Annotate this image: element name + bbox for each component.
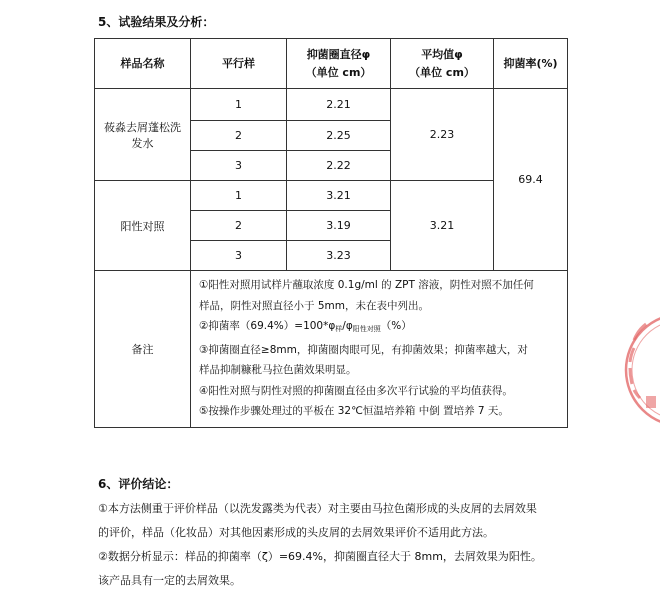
conclusion-line-2: 的评价，样品（化妆品）对其他因素形成的头皮屑的去屑效果评价不适用此方法。 — [98, 526, 494, 539]
sample-name-line2: 发水 — [131, 136, 154, 150]
note-1a: ①阳性对照用试样片蘸取浓度 0.1g/ml 的 ZPT 溶液，阴性对照不加任何 — [199, 279, 534, 291]
sample-name-cell — [95, 89, 191, 181]
section6-title: 6、评价结论： — [98, 477, 179, 491]
header-average-line1: 平均值φ — [421, 47, 463, 61]
conclusion-line-1: ①本方法侧重于评价样品（以洗发露类为代表）对主要由马拉色菌形成的头皮屑的去屑效果 — [98, 502, 537, 515]
notes-cell — [191, 271, 568, 428]
header-rate: 抑菌率(%) — [494, 39, 568, 89]
sample-name-line1: 莜淼去屑蓬松洗 — [104, 120, 181, 134]
header-parallel: 平行样 — [191, 39, 287, 89]
header-average — [391, 39, 494, 89]
note-3b: 样品抑制糠秕马拉色菌效果明显。 — [199, 364, 357, 376]
diameter-value: 2.25 — [287, 121, 391, 151]
note-2-sub2: 阳性对照 — [352, 325, 381, 333]
parallel-no: 1 — [191, 181, 287, 211]
note-5: ⑤按操作步骤处理过的平板在 32℃恒温培养箱 中倒 置培养 7 天。 — [199, 405, 509, 417]
note-2-post: （%） — [380, 320, 412, 332]
note-4: ④阳性对照与阴性对照的抑菌圈直径由多次平行试验的平均值获得。 — [199, 384, 513, 397]
note-2 — [199, 316, 563, 340]
table-header-row — [95, 39, 568, 89]
note-1b: 样品，阴性对照直径小于 5mm，未在表中列出。 — [199, 299, 429, 312]
notes-row — [95, 271, 568, 428]
conclusion-line-4: 该产品具有一定的去屑效果。 — [98, 574, 241, 587]
average-value: 3.21 — [391, 181, 494, 271]
diameter-value: 2.21 — [287, 89, 391, 121]
diameter-value: 3.21 — [287, 181, 391, 211]
note-2-mid: /φ — [342, 320, 353, 332]
results-table — [94, 38, 568, 428]
parallel-no: 1 — [191, 89, 287, 121]
control-name-cell: 阳性对照 — [95, 181, 191, 271]
note-3a: ③抑菌圈直径≥8mm，抑菌圈肉眼可见，有抑菌效果；抑菌率越大，对 — [199, 343, 528, 356]
parallel-no: 2 — [191, 121, 287, 151]
parallel-no: 3 — [191, 151, 287, 181]
parallel-no: 3 — [191, 241, 287, 271]
header-average-line2: （单位 cm） — [409, 65, 475, 79]
parallel-no: 2 — [191, 211, 287, 241]
conclusion-line-3: ②数据分析显示：样品的抑菌率（ζ）=69.4%，抑菌圈直径大于 8mm，去屑效果为阳性。 — [98, 550, 542, 563]
notes-label: 备注 — [95, 271, 191, 428]
header-diameter-line2: （单位 cm） — [305, 65, 372, 79]
section5-title: 5、试验结果及分析： — [98, 15, 215, 29]
average-value: 2.23 — [391, 89, 494, 181]
rate-value: 69.4 — [494, 89, 568, 271]
header-diameter — [287, 39, 391, 89]
header-sample-name: 样品名称 — [95, 39, 191, 89]
diameter-value: 3.19 — [287, 211, 391, 241]
diameter-value: 3.23 — [287, 241, 391, 271]
note-2-pre: ②抑菌率（69.4%）=100*φ — [199, 320, 336, 332]
note-2-sub1: 样 — [335, 325, 343, 333]
header-diameter-line1: 抑菌圈直径φ — [306, 47, 371, 61]
diameter-value: 2.22 — [287, 151, 391, 181]
table-row — [95, 89, 568, 121]
red-seal-stamp — [624, 300, 660, 450]
